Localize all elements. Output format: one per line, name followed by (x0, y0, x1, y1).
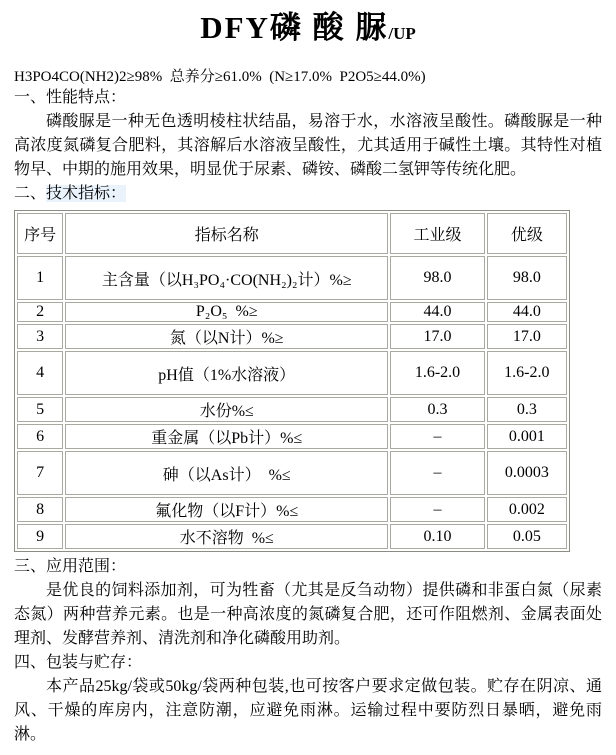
premium-grade-cell: 17.0 (487, 324, 567, 349)
industrial-grade-cell: 98.0 (390, 256, 484, 300)
indicator-name-cell: P₂O₅ %≥ (65, 302, 388, 322)
table-row (17, 256, 567, 300)
premium-grade-cell: 1.6-2.0 (487, 351, 567, 395)
seq-cell: 8 (17, 497, 63, 522)
table-row (17, 302, 567, 322)
industrial-grade-cell: 0.3 (390, 397, 484, 422)
premium-grade-cell: 98.0 (487, 256, 567, 300)
premium-grade-cell: 0.001 (487, 424, 567, 449)
seq-cell: 5 (17, 397, 63, 422)
industrial-grade-cell: – (390, 424, 484, 449)
header-cell-indicator: 指标名称 (65, 213, 388, 254)
header-cell-premium: 优级 (487, 213, 567, 254)
technical-indicators-table (14, 210, 570, 552)
indicator-name-cell: 水份%≤ (65, 397, 388, 422)
table-header-row (17, 213, 567, 254)
table-row (17, 497, 567, 522)
indicator-name-cell: 主含量（以H₃PO₄·CO(NH₂)₂计）%≥ (65, 256, 388, 300)
page-title (14, 8, 602, 54)
header-cell-industrial: 工业级 (390, 213, 484, 254)
industrial-grade-cell: 1.6-2.0 (390, 351, 484, 395)
indicator-name-cell: 氮（以N计）%≥ (65, 324, 388, 349)
indicator-name-cell: 砷（以As计） %≤ (65, 451, 388, 495)
premium-grade-cell: 0.0003 (487, 451, 567, 495)
section-4-heading: 四、包装与贮存： (14, 654, 143, 671)
indicator-name-cell: pH值（1%水溶液） (65, 351, 388, 395)
industrial-grade-cell: 0.10 (390, 524, 484, 549)
header-cell-seq: 序号 (17, 213, 63, 254)
seq-cell: 3 (17, 324, 63, 349)
industrial-grade-cell: 17.0 (390, 324, 484, 349)
seq-cell: 6 (17, 424, 63, 449)
formula-line: H3PO4CO(NH2)2≥98% 总养分≥61.0% (N≥17.0% P2O5≥44.0%) (14, 69, 426, 85)
premium-grade-cell: 44.0 (487, 302, 567, 322)
section-3-body: 是优良的饲料添加剂，可为牲畜（尤其是反刍动物）提供磷和非蛋白氮（尿素态氮）两种营养元素。也是一种高浓度的氮磷复合肥，还可作阻燃剂、金属表面处理剂、发酵营养剂、清洗剂和净化磷酸用助剂。 (14, 582, 602, 647)
premium-grade-cell: 0.002 (487, 497, 567, 522)
industrial-grade-cell: – (390, 451, 484, 495)
seq-cell: 7 (17, 451, 63, 495)
table-row (17, 324, 567, 349)
table-row (17, 424, 567, 449)
table-row (17, 451, 567, 495)
industrial-grade-cell: – (390, 497, 484, 522)
section-1-body: 磷酸脲是一种无色透明棱柱状结晶，易溶于水，水溶液呈酸性。磷酸脲是一种高浓度氮磷复合肥料，其溶解后水溶液呈酸性，尤其适用于碱性土壤。其特性对植物早、中期的施用效果，明显优于尿素、磷铵、磷酸二氢钾等传统化肥。 (14, 113, 602, 178)
table-body (17, 256, 567, 549)
industrial-grade-cell: 44.0 (390, 302, 484, 322)
section-2-heading-number: 二、 (14, 185, 47, 202)
table-row (17, 351, 567, 395)
seq-cell: 2 (17, 302, 63, 322)
table-row (17, 524, 567, 549)
section-4-body: 本产品25kg/袋或50kg/袋两种包装,也可按客户要求定做包装。贮存在阴凉、通风、干燥的库房内，注意防潮，应避免雨淋。运输过程中要防烈日暴晒，避免雨淋。 (14, 678, 602, 743)
table-row (17, 397, 567, 422)
seq-cell: 1 (17, 256, 63, 300)
seq-cell: 9 (17, 524, 63, 549)
indicator-name-cell: 重金属（以Pb计）%≤ (65, 424, 388, 449)
section-2-heading (14, 182, 602, 206)
premium-grade-cell: 0.3 (487, 397, 567, 422)
section-2-heading-label: 技术指标： (46, 185, 127, 202)
premium-grade-cell: 0.05 (487, 524, 567, 549)
section-3-heading: 三、应用范围： (14, 558, 127, 575)
indicator-name-cell: 氟化物（以F计）%≤ (65, 497, 388, 522)
seq-cell: 4 (17, 351, 63, 395)
page-title-suffix: /UP (388, 24, 416, 43)
page-title-main: DFY磷 酸 脲 (200, 10, 389, 45)
indicator-name-cell: 水不溶物 %≤ (65, 524, 388, 549)
section-1-heading: 一、性能特点： (14, 89, 127, 106)
